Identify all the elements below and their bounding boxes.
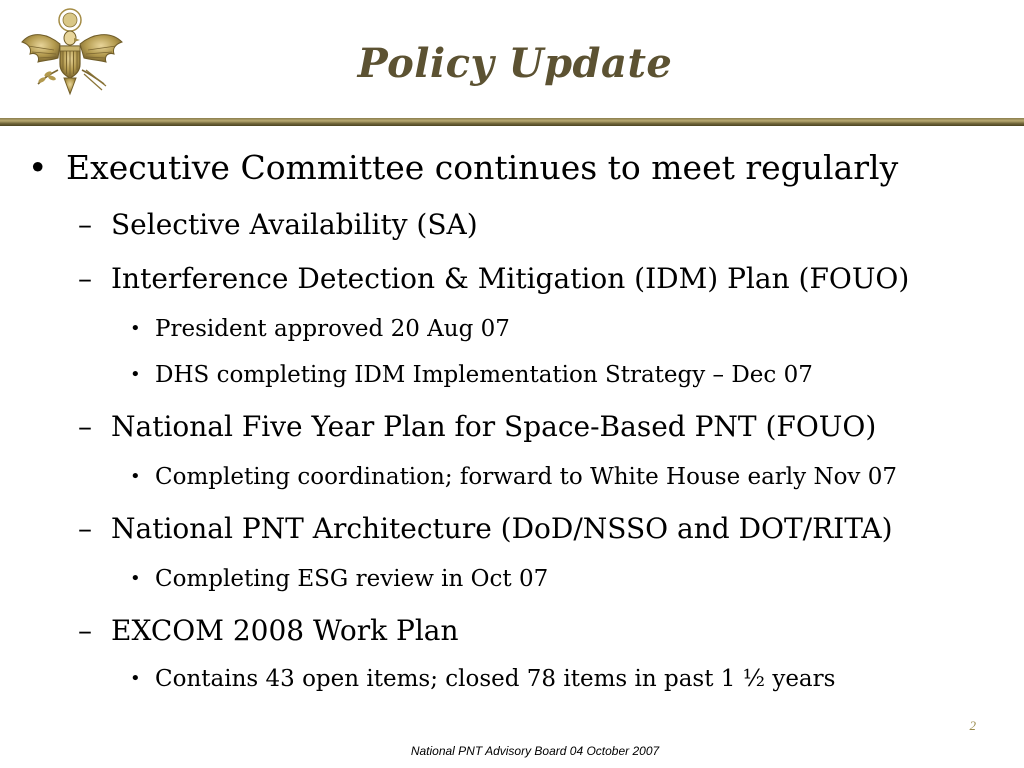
sub-bullet-item [78,410,876,443]
slide-title: Policy Update [357,40,673,87]
bullet-text: Completing ESG review in Oct 07 [155,566,549,592]
sub-sub-bullet-item [130,362,813,388]
dash-marker: – [78,410,92,443]
bullet-text: DHS completing IDM Implementation Strategy – Dec 07 [155,362,813,388]
dash-marker: – [78,262,92,295]
bullet-text: Contains 43 open items; closed 78 items in past 1 ½ years [155,666,836,692]
bullet-text: National Five Year Plan for Space-Based PNT (FOUO) [111,410,877,443]
bullet-marker: • [130,668,141,689]
bullet-text: Selective Availability (SA) [111,208,478,241]
dash-marker: – [78,614,92,647]
bullet-text: National PNT Architecture (DoD/NSSO and DOT/RITA) [111,512,893,545]
bullet-marker: • [130,318,141,339]
bullet-marker: • [130,364,141,385]
sub-bullet-item [78,614,459,647]
bullet-text: Completing coordination; forward to White House early Nov 07 [155,464,898,490]
bullet-text: Executive Committee continues to meet regularly [66,148,899,187]
sub-sub-bullet-item [130,566,548,592]
bullet-marker: • [130,568,141,589]
slide-footer: National PNT Advisory Board 04 October 2007 [410,744,660,758]
bullet-text: EXCOM 2008 Work Plan [111,614,459,647]
title-divider [0,118,1024,126]
bullet-text: President approved 20 Aug 07 [155,316,510,342]
sub-bullet-item [78,262,909,295]
bullet-item [28,148,898,187]
sub-bullet-item [78,512,893,545]
sub-sub-bullet-item [130,666,835,692]
sub-sub-bullet-item [130,316,510,342]
bullet-marker: • [130,466,141,487]
dash-marker: – [78,208,92,241]
page-number: 2 [969,718,976,733]
bullet-text: Interference Detection & Mitigation (IDM) Plan (FOUO) [111,262,910,295]
bullet-marker: • [28,148,48,187]
sub-sub-bullet-item [130,464,897,490]
sub-bullet-item [78,208,478,241]
dash-marker: – [78,512,92,545]
